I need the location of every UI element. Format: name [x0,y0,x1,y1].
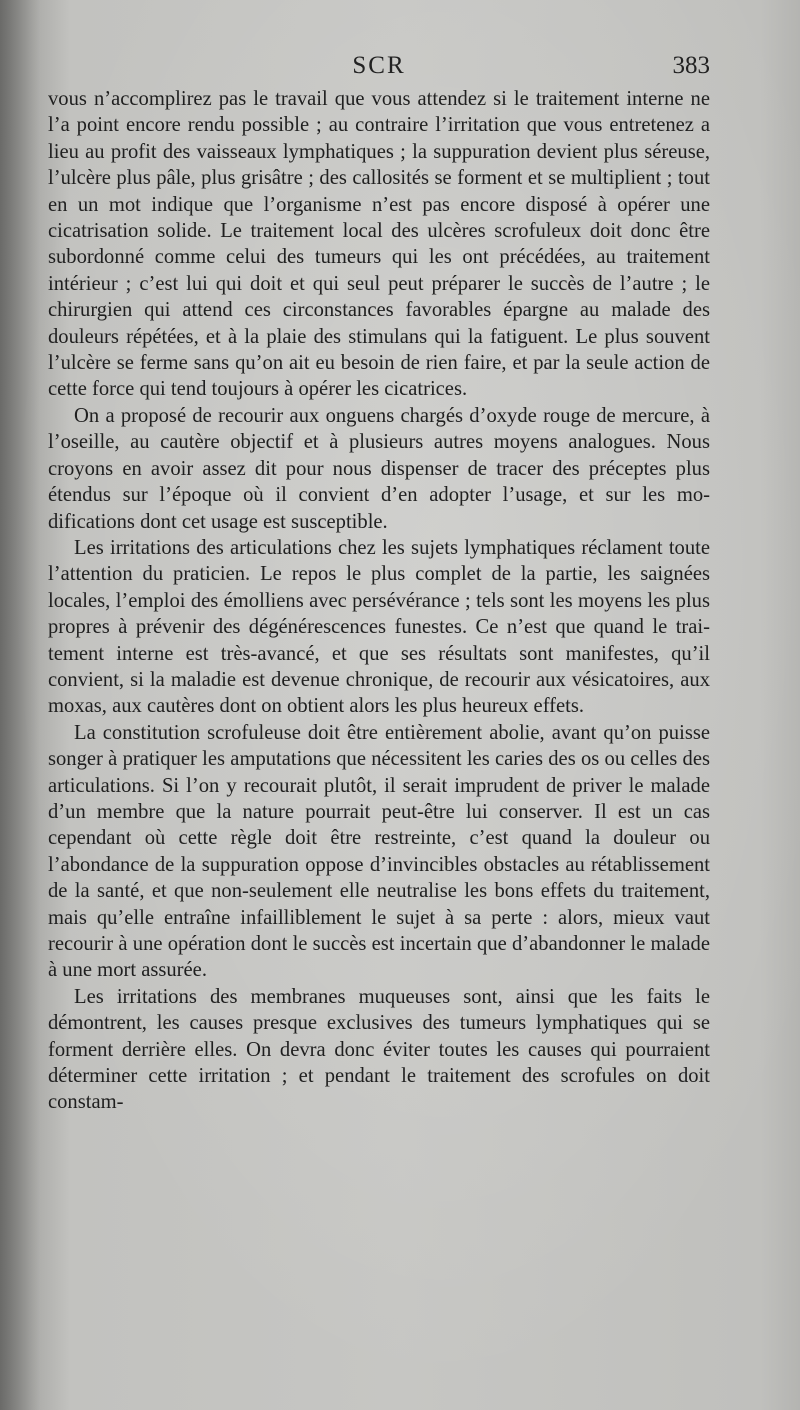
text-body [48,86,710,1116]
running-head: SCR [352,52,406,79]
paragraph-2: On a proposé de recourir aux onguens chargés d’oxyde rouge de mercure, à l’oseille, au cautère objectif et à plusieurs autres moyens analogues. Nous croyons en avoir assez dit pour nous dispenser de tracer des préceptes plus étendus sur l’époque où il convient d’en adopter l’usage, et sur les modifications dont cet usage est susceptible. [48,404,710,533]
paragraph-3: Les irritations des articulations chez les sujets lymphatiques réclament toute l’attention du praticien. Le repos le plus complet de la partie, les saignées locales, l’emploi des émolliens avec persévérance ; tels sont les moyens les plus propres à prévenir des dégénérescences funestes. Ce n’est que quand le traitement interne est très-avancé, et que ses résultats sont manifestes, qu’il convient, si la maladie est devenue chronique, de recourir aux vésicatoires, aux moxas, aux cautères dont on obtient alors les plus heureux effets. [48,536,710,718]
paragraph-1: vous n’accomplirez pas le travail que vous attendez si le traitement interne ne l’a point encore rendu possible ; au contraire l’irritation que vous entretenez a lieu au profit des vaisseaux lymphatiques ; la suppuration devient plus séreuse, l’ulcère plus pâle, plus grisâtre ; des callosités se forment et se multiplient ; tout en un mot indique que l’organisme n’est pas encore disposé à opérer une cicatrisation solide. Le traitement local des ulcères scrofuleux doit donc être subordonné comme celui des tumeurs qui les ont précédées, au traitement intérieur ; c’est lui qui doit et qui seul peut préparer le succès de l’autre ; le chirurgien qui attend ces circonstances favorables épargne au malade des douleurs répétées, et à la plaie des stimulans qui la fatiguent. Le plus souvent l’ulcère se ferme sans qu’on ait eu besoin de rien faire, et par la seule action de cette force qui tend toujours à opérer les cicatrices. [48,88,710,401]
page-header [48,52,710,88]
page-number: 383 [672,52,710,79]
paragraph-4: La constitution scrofuleuse doit être entièrement abolie, avant qu’on puisse songer à pratiquer les amputations que nécessitent les caries des os ou celles des articulations. Si l’on y recourait plutôt, il serait imprudent de priver le malade d’un membre que la nature pourrait peut-être lui conserver. Il est un cas cependant où cette règle doit être restreinte, c’est quand la douleur ou l’abondance de la suppuration oppose d’invincibles obstacles au rétablissement de la santé, et que non-seulement elle neutralise les bons effets du traitement, mais qu’elle entraîne infailliblement le sujet à sa perte : alors, mieux vaut recourir à une opération dont le succès est incertain que d’abandonner le malade à une mort assurée. [48,721,710,982]
paragraph-5: Les irritations des membranes muqueuses sont, ainsi que les faits le démontrent, les causes presque exclusives des tumeurs lymphatiques qui se forment derrière elles. On devra donc éviter toutes les causes qui pourraient déterminer cette irritation ; et pendant le traitement des scrofules on doit constam- [48,985,710,1114]
binding-shadow [0,0,40,1410]
